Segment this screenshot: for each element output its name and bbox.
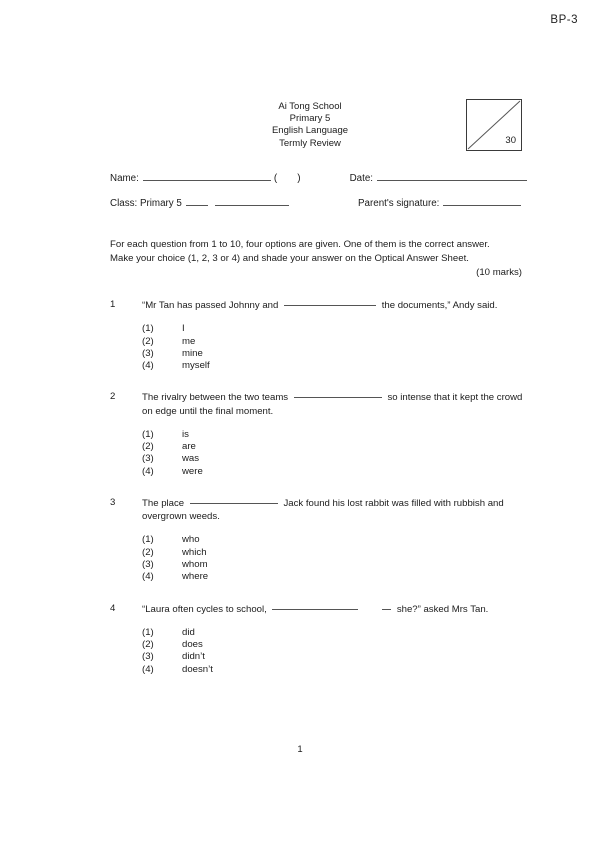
question-number: 4 (110, 602, 116, 614)
option-text: me (182, 335, 196, 347)
question-item (110, 497, 530, 584)
option-item[interactable] (142, 429, 530, 441)
option-item[interactable] (142, 453, 530, 465)
marks-box (466, 99, 522, 151)
question-stem-after: the documents,” Andy said. (381, 300, 498, 311)
school-level: Primary 5 (289, 113, 331, 125)
option-list (142, 323, 530, 372)
option-item[interactable] (142, 466, 530, 478)
answer-blank (272, 609, 358, 610)
student-particulars (110, 173, 530, 223)
option-text: did (182, 626, 195, 638)
option-list (142, 534, 530, 583)
option-key: (1) (142, 534, 154, 546)
marks-box-total: 30 (505, 135, 516, 146)
option-text: who (182, 534, 200, 546)
option-item[interactable] (142, 664, 530, 676)
option-key: (1) (142, 323, 154, 335)
option-item[interactable] (142, 323, 530, 335)
option-key: (1) (142, 428, 154, 440)
page-number: 1 (297, 744, 303, 755)
particulars-row-name-date (110, 173, 530, 184)
instructions-marks-note: (10 marks) (476, 267, 522, 278)
class-input-rule-a[interactable] (186, 205, 208, 206)
option-text: are (182, 441, 196, 453)
question-item (110, 391, 530, 478)
question-stem-after: she?” asked Mrs Tan. (396, 603, 489, 615)
option-text: myself (182, 360, 210, 372)
date-input-rule[interactable] (377, 180, 527, 181)
answer-blank-secondary (382, 609, 391, 610)
option-key: (3) (142, 347, 154, 359)
school-subject: English Language (271, 125, 349, 137)
option-item[interactable] (142, 627, 530, 639)
parent-signature-group[interactable] (358, 198, 530, 209)
option-text: does (182, 639, 203, 651)
parent-signature-label: Parent's signature: (358, 198, 440, 209)
answer-blank (190, 503, 278, 504)
question-stem-after: Jack found his lost rabbit was filled with rubbish and overgrown weeds. (142, 497, 504, 523)
particulars-row-class-signature (110, 198, 530, 209)
date-field-group[interactable] (350, 173, 530, 184)
option-item[interactable] (142, 348, 530, 360)
option-text: where (182, 571, 209, 583)
option-text: is (182, 428, 189, 440)
question-stem (142, 497, 530, 523)
option-text: mine (182, 347, 203, 359)
option-item[interactable] (142, 441, 530, 453)
option-text: were (182, 465, 203, 477)
option-key: (4) (142, 571, 154, 583)
option-list (142, 429, 530, 478)
questions-list (110, 299, 530, 695)
option-text: I (182, 323, 185, 335)
option-key: (1) (142, 626, 154, 638)
option-key: (2) (142, 639, 154, 651)
option-list (142, 627, 530, 676)
option-text: didn’t (182, 651, 205, 663)
answer-blank (294, 397, 382, 398)
option-item[interactable] (142, 336, 530, 348)
question-stem-before: The place (142, 497, 185, 509)
index-close-paren: ) (297, 173, 301, 184)
option-text: whom (182, 558, 208, 570)
option-key: (4) (142, 360, 154, 372)
question-number: 3 (110, 496, 116, 508)
class-label: Class: Primary 5 (110, 198, 182, 209)
option-key: (3) (142, 558, 154, 570)
parent-signature-rule[interactable] (443, 205, 521, 206)
instructions-block (110, 238, 522, 280)
booklet-code: BP-3 (550, 14, 578, 26)
class-input-rule-b[interactable] (215, 205, 289, 206)
option-item[interactable] (142, 559, 530, 571)
name-label: Name: (110, 173, 139, 184)
question-stem (142, 391, 530, 417)
question-stem (142, 603, 530, 616)
option-text: was (182, 453, 200, 465)
instructions-line-2: Make your choice (1, 2, 3 or 4) and shade your answer on the Optical Answer Sheet. (110, 252, 469, 264)
question-stem-after: so intense that it kept the crowd on edge until the final moment. (142, 392, 523, 417)
school-name: Ai Tong School (278, 101, 342, 112)
option-key: (2) (142, 441, 154, 453)
answer-blank (284, 305, 376, 306)
index-open-paren: ( (273, 173, 278, 184)
option-text: doesn’t (182, 663, 213, 675)
question-item (110, 299, 530, 372)
school-paper-type: Termly Review (279, 137, 341, 149)
option-key: (2) (142, 546, 154, 558)
class-field-group[interactable] (110, 198, 358, 209)
option-key: (2) (142, 335, 154, 347)
option-key: (4) (142, 663, 154, 675)
option-item[interactable] (142, 571, 530, 583)
question-number: 1 (110, 299, 116, 310)
option-item[interactable] (142, 360, 530, 372)
question-stem-before: “Mr Tan has passed Johnny and (142, 300, 279, 311)
instructions-line-1: For each question from 1 to 10, four options are given. One of them is the correct answer. (110, 239, 490, 250)
question-stem-before: “Laura often cycles to school, (142, 603, 267, 615)
option-key: (3) (142, 453, 154, 465)
option-key: (4) (142, 465, 154, 477)
option-item[interactable] (142, 639, 530, 651)
date-label: Date: (349, 173, 373, 184)
name-input-rule[interactable] (143, 180, 271, 181)
option-text: which (182, 546, 207, 558)
question-number: 2 (110, 391, 116, 403)
option-item[interactable] (142, 651, 530, 663)
option-item[interactable] (142, 534, 530, 546)
question-stem-before: The rivalry between the two teams (142, 392, 289, 404)
question-item (110, 603, 530, 676)
name-field-group[interactable] (110, 173, 350, 184)
option-key: (3) (142, 651, 154, 663)
option-item[interactable] (142, 547, 530, 559)
question-stem (142, 299, 530, 312)
